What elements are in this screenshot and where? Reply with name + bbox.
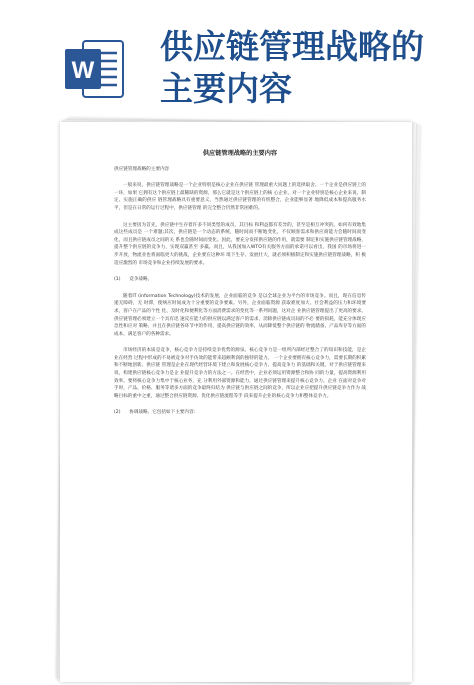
paragraph: 市场经济的本质是竞争，核心竞争力是持续竞争优势的源泉。核心竞争力是一组所内部经过整合了的知识和技能，是企业在经营 过程中形成的不易被竞争对手仿效的能带来超额利润的独特的能力。 一个企业要拥有核心竞争力，需要长期的积累和不断地创新。供应链 管理是企业在现代经营环境下建立和发展核心竞争力、提高竞争力 的基础和关键。对于供应链管理来说，构建供应链核心竞争力是企 业提升竞争力的方法之一。在经营中，企业必须运用资源整合和协 同的力量，提高资源利用效率。要将核心竞争力集中于核心业务，充 分利用外部资源和能力，通过供应链管理来提升核心竞争力。企业 在面对竞争对手时，产品、价格、服务等诸多方面的竞争最终归结为 供应链与供应链之间的竞争，所以企业应把提升供应链竞争力作为 战略目标的重中之重，通过整合供应链资源、优化供应链流程等手 段来提升企业的核心竞争力和整体竞争力。 [114, 348, 366, 399]
document-page [60, 122, 412, 682]
document-body [114, 150, 366, 426]
word-document-icon [63, 37, 127, 101]
section-heading: (1) 竞争战略。 [114, 277, 153, 283]
banner [0, 0, 474, 110]
section-heading: (2) 协调战略。它包括如下主要内容: [114, 410, 196, 416]
word-icon-letter: W [71, 57, 95, 84]
document-title: 供应链管理战略的主要内容 [202, 150, 278, 157]
banner-title-line1: 供应链管理战略的 [160, 27, 424, 66]
paragraph: 这主要因为首先，供应链中生存着许多不同类型的成员，其目标 和利益都有差异的，甚至是相互冲突的。如何有效地集成这些成员是 一个难题;其次，供应链是一个动态的系统，随时间而不断地变化，不仅顾客需求和供应商能力会随时间而变化，而且供应链成员之间的关 系也会随时间而变化。因此，要充分发挥供应链的作用，就需要 制定和实施供应链管理战略，提升整个供应链的竞争力，实现双赢甚至 多赢。而且，从我国加入WTO有关服务方面的承诺可以看出，我国 的市场将进一步开放，物流业也将面临更大的挑战，企业要在这种环 境下生存、发展壮大，就必须积极制定和实施供应链管理战略，积 极适应激烈的 市场竞争和企业持续发展的要求。 [114, 222, 366, 266]
paragraph: 随着IT (information Technology)技术的发展，企业面临的竞争 是以全球企业为平台的市场竞争。而且，现在信息传递无障碍，无 时滞，使响应时间成为十分重要的竞争要素。另外，企业面临资源 获取难度加大、社会利益的压力和环境要求，客户在产品的个性 化、及时化和便利化等方面消费需求的变化等一系列问题，这对企 业供应链管理提出了更高的要求。供应链管理必须建立一个具有迅 速反应能力的供应链以满足客户的需求，消除供应链成员间的不必 要的损耗，能充分体现应急性和应对 策略，并且在供应链各环节中的作用，提高供应链的效率，从而降低整个供应链的 物流储备、产品库存等方面的成本，满足客户的各种需求。 [114, 293, 366, 337]
document-preview [60, 122, 420, 682]
banner-title [160, 26, 424, 110]
banner-title-line2: 主要内容 [160, 69, 292, 108]
paragraph: 一般来说，供应链管理战略是一个企业特别是核心企业在供应链 管理最重大问题上的选择取舍。一个企业是供应链上的一环，如果 它拥有这个供应链上最稀缺的资源，那么它就是这个供应链上的核 心企业。对一个企业特别是核心企业来说，制定、实施正确的供应 链管理战略具有重要意义，当然通过供应链管理的有机整合，企业能够显著 地降低成本和提高服务水平，但是在日常的运行过程中，供应链管理 的完全整合仍然非常困难的。 [114, 183, 366, 211]
document-subtitle: 供应链管理战略的主要内容 [114, 166, 170, 172]
